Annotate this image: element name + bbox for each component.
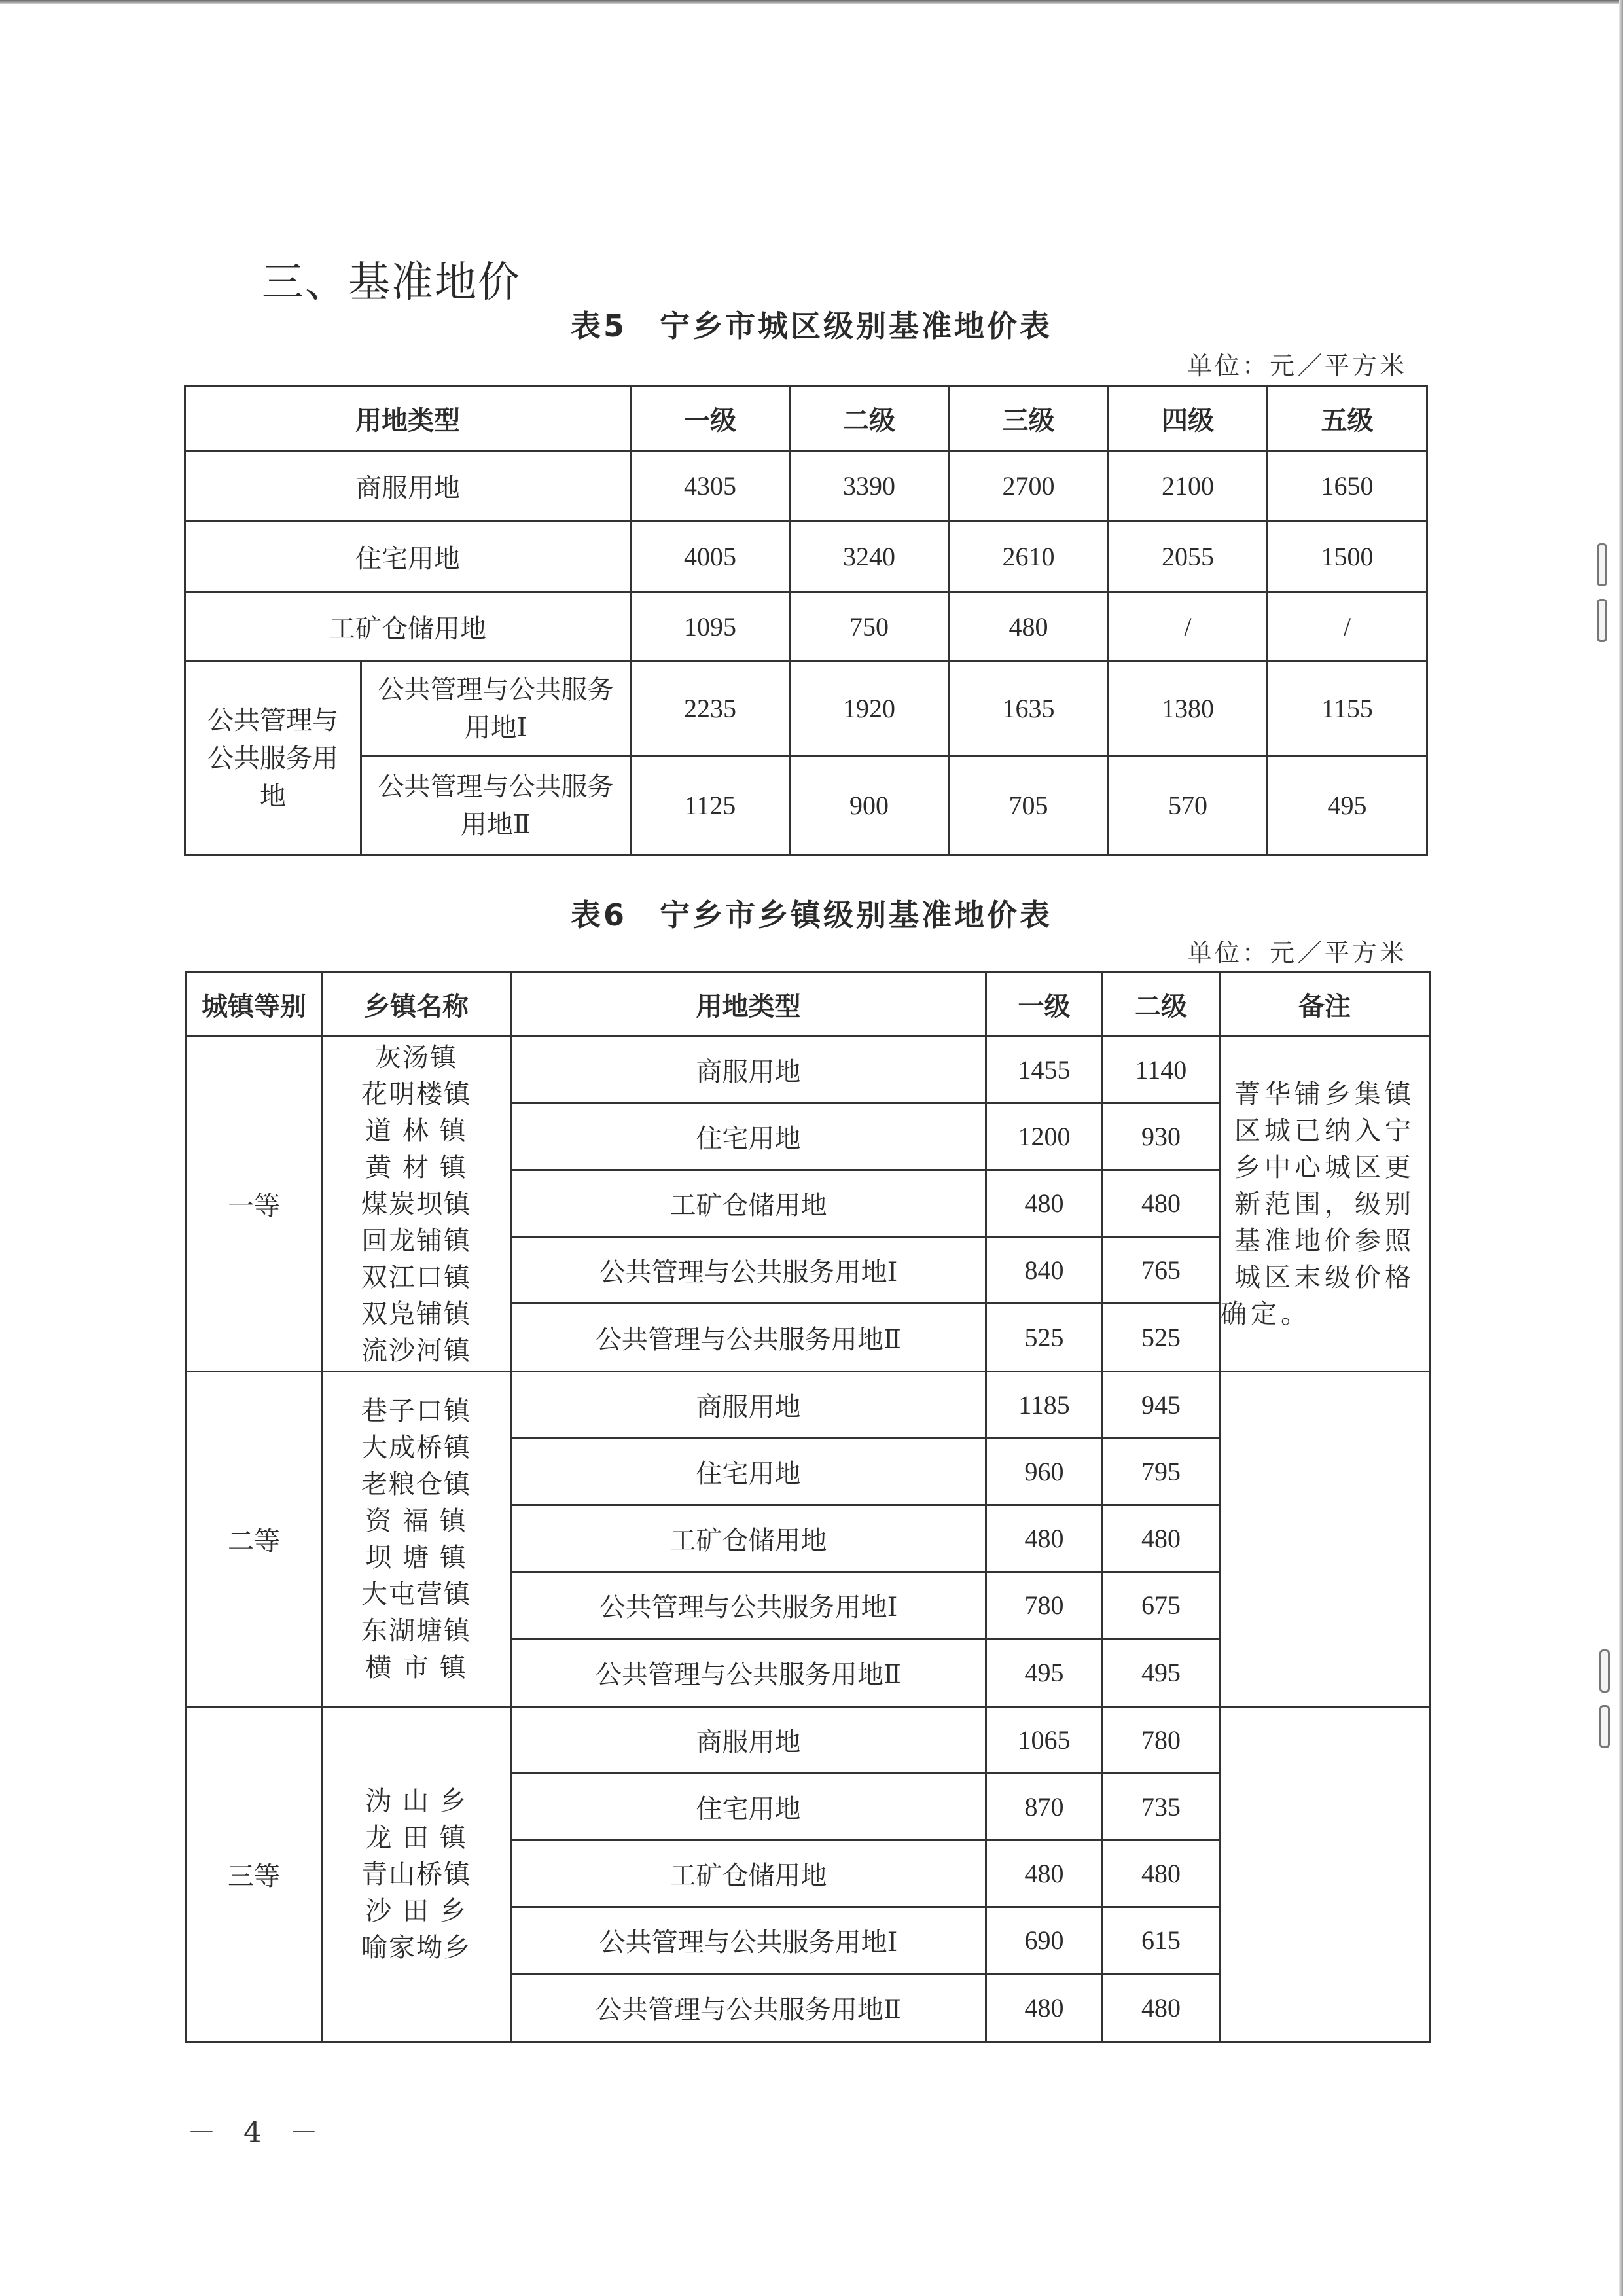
price-cell: 945 bbox=[1103, 1372, 1220, 1439]
table6-header-land-type: 用地类型 bbox=[511, 973, 986, 1037]
table5-unit: 单位：元／平方米 bbox=[1186, 351, 1407, 380]
land-type-cell: 公共管理与公共服务用地Ⅰ bbox=[511, 1572, 986, 1639]
land-type-cell: 公共管理与公共服务用地Ⅱ bbox=[511, 1639, 986, 1707]
town-name: 双凫铺镇 bbox=[361, 1299, 471, 1329]
table6-header-grade1: 一级 bbox=[986, 973, 1103, 1037]
table-row bbox=[185, 592, 1427, 662]
price-cell: 480 bbox=[949, 592, 1109, 662]
remark-cell bbox=[1220, 1372, 1430, 1707]
price-cell: 495 bbox=[1103, 1639, 1220, 1707]
town-name: 双江口镇 bbox=[361, 1262, 471, 1293]
land-type-cell: 住宅用地 bbox=[511, 1439, 986, 1505]
price-cell: 735 bbox=[1103, 1774, 1220, 1840]
public-group-label: 公共管理与公共服务用地 bbox=[185, 662, 361, 855]
price-cell: 750 bbox=[790, 592, 949, 662]
page-edge-top bbox=[0, 0, 1623, 4]
price-cell: 2100 bbox=[1109, 451, 1268, 522]
town-name: 道 林 镇 bbox=[365, 1115, 467, 1146]
town-name: 花明楼镇 bbox=[361, 1079, 471, 1109]
price-cell: 1095 bbox=[631, 592, 790, 662]
land-type-cell: 工矿仓储用地 bbox=[185, 592, 631, 662]
price-cell: 4305 bbox=[631, 451, 790, 522]
price-cell: 480 bbox=[986, 1840, 1103, 1907]
price-cell: 930 bbox=[1103, 1103, 1220, 1170]
price-cell: 1125 bbox=[631, 756, 790, 855]
town-name: 青山桥镇 bbox=[361, 1859, 471, 1890]
table-row bbox=[185, 662, 1427, 756]
land-type-cell: 公共管理与公共服务用地Ⅱ bbox=[361, 756, 631, 855]
price-cell: 480 bbox=[1103, 1170, 1220, 1237]
town-class-cell: 二等 bbox=[187, 1372, 322, 1707]
town-name: 坝 塘 镇 bbox=[365, 1542, 467, 1573]
price-cell: 2700 bbox=[949, 451, 1109, 522]
town-name: 大成桥镇 bbox=[361, 1432, 471, 1463]
price-cell: 1155 bbox=[1268, 662, 1427, 756]
table-row bbox=[187, 1707, 1430, 1774]
town-name: 老粮仓镇 bbox=[361, 1469, 471, 1499]
price-cell: 480 bbox=[1103, 1840, 1220, 1907]
land-type-cell: 商服用地 bbox=[185, 451, 631, 522]
price-cell: 480 bbox=[986, 1505, 1103, 1572]
table6-header-town-name: 乡镇名称 bbox=[322, 973, 511, 1037]
price-cell: 675 bbox=[1103, 1572, 1220, 1639]
table6 bbox=[185, 971, 1431, 2043]
land-type-cell: 工矿仓储用地 bbox=[511, 1840, 986, 1907]
price-cell: 495 bbox=[986, 1639, 1103, 1707]
price-cell: 1065 bbox=[986, 1707, 1103, 1774]
price-cell: 480 bbox=[1103, 1505, 1220, 1572]
price-cell: 615 bbox=[1103, 1907, 1220, 1974]
table5-header-grade: 三级 bbox=[949, 386, 1109, 451]
remark-cell: 菁华铺乡集镇区城已纳入宁乡中心城区更新范围，级别基准地价参照城区末级价格确定。 bbox=[1220, 1037, 1430, 1372]
price-cell: 1455 bbox=[986, 1037, 1103, 1103]
price-cell: 480 bbox=[986, 1170, 1103, 1237]
land-type-cell: 工矿仓储用地 bbox=[511, 1170, 986, 1237]
town-name: 大屯营镇 bbox=[361, 1579, 471, 1609]
price-cell: 1650 bbox=[1268, 451, 1427, 522]
land-type-cell: 公共管理与公共服务用地Ⅰ bbox=[511, 1907, 986, 1974]
table5-header-grade: 四级 bbox=[1109, 386, 1268, 451]
table5-header-land-type: 用地类型 bbox=[185, 386, 631, 451]
price-cell: 2610 bbox=[949, 522, 1109, 592]
price-cell: 495 bbox=[1268, 756, 1427, 855]
town-name: 东湖塘镇 bbox=[361, 1615, 471, 1646]
land-type-cell: 住宅用地 bbox=[185, 522, 631, 592]
table6-header-town-class: 城镇等别 bbox=[187, 973, 322, 1037]
table6-title: 表6 宁乡市乡镇级别基准地价表 bbox=[570, 897, 1052, 933]
town-names-cell bbox=[322, 1707, 511, 2042]
table-row bbox=[185, 756, 1427, 855]
price-cell: 480 bbox=[986, 1974, 1103, 2042]
land-type-cell: 公共管理与公共服务用地Ⅱ bbox=[511, 1304, 986, 1372]
price-cell: 840 bbox=[986, 1237, 1103, 1304]
land-type-cell: 商服用地 bbox=[511, 1372, 986, 1439]
section-title: 三、基准地价 bbox=[262, 259, 521, 307]
price-cell: 795 bbox=[1103, 1439, 1220, 1505]
price-cell: 2055 bbox=[1109, 522, 1268, 592]
price-cell: 480 bbox=[1103, 1974, 1220, 2042]
page-number: － 4 － bbox=[187, 2116, 327, 2149]
price-cell: 765 bbox=[1103, 1237, 1220, 1304]
price-cell: 780 bbox=[1103, 1707, 1220, 1774]
town-names-cell bbox=[322, 1372, 511, 1707]
table-row bbox=[185, 522, 1427, 592]
town-name: 龙 田 镇 bbox=[365, 1822, 467, 1853]
land-type-cell: 公共管理与公共服务用地Ⅱ bbox=[511, 1974, 986, 2042]
price-cell: 1200 bbox=[986, 1103, 1103, 1170]
price-cell: 1185 bbox=[986, 1372, 1103, 1439]
price-cell: / bbox=[1109, 592, 1268, 662]
price-cell: / bbox=[1268, 592, 1427, 662]
price-cell: 1500 bbox=[1268, 522, 1427, 592]
town-name: 灰汤镇 bbox=[375, 1042, 457, 1073]
remark-cell bbox=[1220, 1707, 1430, 2042]
table6-header-row bbox=[187, 973, 1430, 1037]
land-type-cell: 公共管理与公共服务用地Ⅰ bbox=[361, 662, 631, 756]
price-cell: 705 bbox=[949, 756, 1109, 855]
price-cell: 1140 bbox=[1103, 1037, 1220, 1103]
price-cell: 690 bbox=[986, 1907, 1103, 1974]
table-row bbox=[187, 1037, 1430, 1103]
table6-body bbox=[187, 1037, 1430, 2042]
price-cell: 1380 bbox=[1109, 662, 1268, 756]
price-cell: 525 bbox=[986, 1304, 1103, 1372]
table-row bbox=[187, 1372, 1430, 1439]
town-names-cell bbox=[322, 1037, 511, 1372]
town-name: 黄 材 镇 bbox=[365, 1152, 467, 1183]
town-name: 煤炭坝镇 bbox=[361, 1189, 471, 1219]
land-type-cell: 商服用地 bbox=[511, 1037, 986, 1103]
price-cell: 780 bbox=[986, 1572, 1103, 1639]
table6-header-grade2: 二级 bbox=[1103, 973, 1220, 1037]
town-name: 回龙铺镇 bbox=[361, 1225, 471, 1256]
table5-title: 表5 宁乡市城区级别基准地价表 bbox=[570, 308, 1052, 344]
land-type-cell: 住宅用地 bbox=[511, 1774, 986, 1840]
land-type-cell: 住宅用地 bbox=[511, 1103, 986, 1170]
price-cell: 2235 bbox=[631, 662, 790, 756]
land-type-cell: 公共管理与公共服务用地Ⅰ bbox=[511, 1237, 986, 1304]
town-name: 沙 田 乡 bbox=[365, 1895, 467, 1926]
price-cell: 3390 bbox=[790, 451, 949, 522]
price-cell: 1920 bbox=[790, 662, 949, 756]
staple-mark-bottom-2 bbox=[1599, 1705, 1610, 1748]
table5-header-row bbox=[185, 386, 1427, 451]
table5-header-grade: 五级 bbox=[1268, 386, 1427, 451]
town-name: 沩 山 乡 bbox=[365, 1785, 467, 1816]
price-cell: 1635 bbox=[949, 662, 1109, 756]
town-name: 巷子口镇 bbox=[361, 1395, 471, 1426]
table5 bbox=[184, 385, 1428, 856]
town-class-cell: 三等 bbox=[187, 1707, 322, 2042]
town-class-cell: 一等 bbox=[187, 1037, 322, 1372]
staple-mark-bottom-1 bbox=[1599, 1649, 1610, 1693]
price-cell: 570 bbox=[1109, 756, 1268, 855]
table5-header-grade: 一级 bbox=[631, 386, 790, 451]
staple-mark-top-2 bbox=[1597, 599, 1607, 642]
land-type-cell: 商服用地 bbox=[511, 1707, 986, 1774]
table-row bbox=[185, 451, 1427, 522]
price-cell: 4005 bbox=[631, 522, 790, 592]
town-name: 流沙河镇 bbox=[361, 1335, 471, 1366]
table6-header-remark: 备注 bbox=[1220, 973, 1430, 1037]
price-cell: 900 bbox=[790, 756, 949, 855]
land-type-cell: 工矿仓储用地 bbox=[511, 1505, 986, 1572]
town-name: 喻家坳乡 bbox=[361, 1932, 471, 1963]
price-cell: 960 bbox=[986, 1439, 1103, 1505]
price-cell: 3240 bbox=[790, 522, 949, 592]
price-cell: 870 bbox=[986, 1774, 1103, 1840]
town-name: 资 福 镇 bbox=[365, 1505, 467, 1536]
price-cell: 525 bbox=[1103, 1304, 1220, 1372]
town-name: 横 市 镇 bbox=[365, 1652, 467, 1683]
staple-mark-top-1 bbox=[1597, 543, 1607, 586]
table5-header-grade: 二级 bbox=[790, 386, 949, 451]
table6-unit: 单位：元／平方米 bbox=[1186, 939, 1407, 967]
